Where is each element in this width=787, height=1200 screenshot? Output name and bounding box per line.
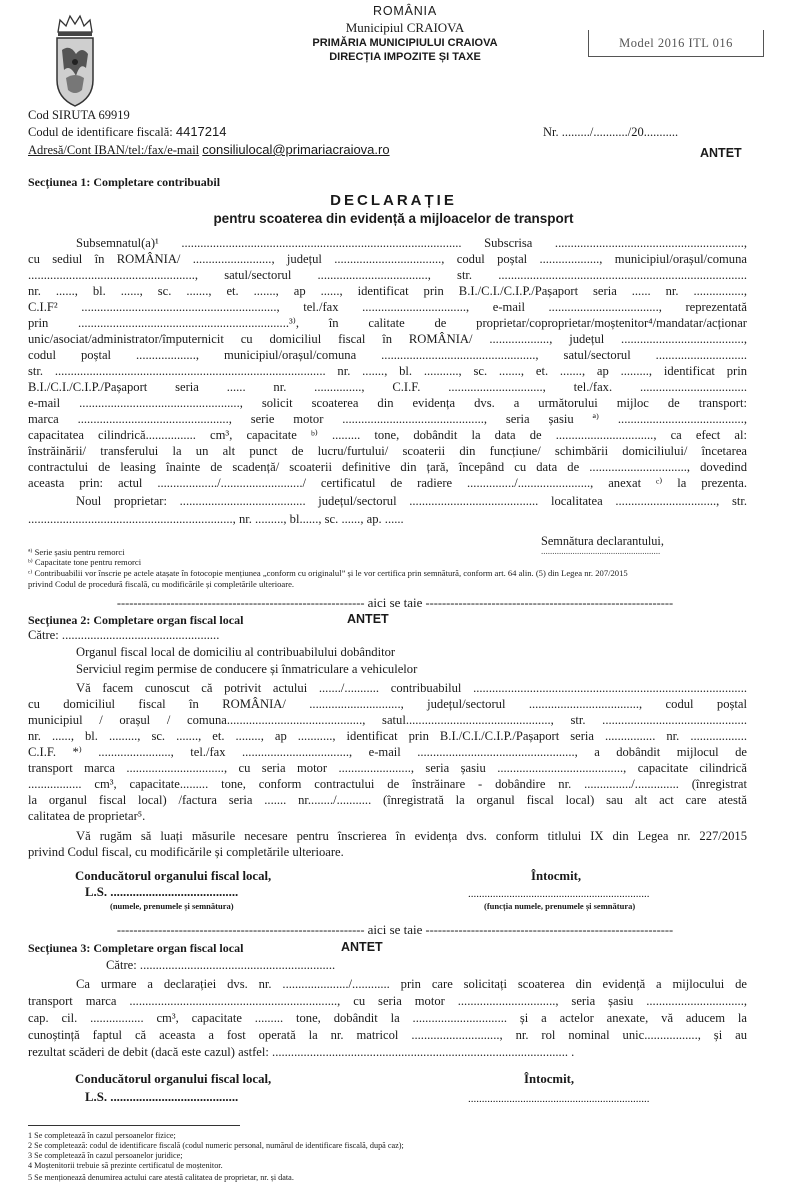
s1-line: ....................................................., satul/sectorul ..................................., str. ............................................................................... — [28, 268, 747, 282]
model-box: Model 2016 ITL 016 — [588, 30, 764, 57]
s1-line: e-mail ..................................................., solicit scoaterea din evidența dvs. a următorului mijloc de transport: — [28, 396, 747, 410]
cut-line: ------------------------------------------------------------ aici se taie ------------------------------------------------------------ — [116, 595, 674, 610]
s2-left-sign-note: (numele, prenumele și semnătura) — [110, 901, 234, 911]
header-department: DIRECȚIA IMPOZITE ȘI TAXE — [329, 51, 481, 63]
section1-heading: Secțiunea 1: Completare contribuabil — [28, 175, 221, 189]
footnote-line: 2 Se completează: codul de identificare fiscală (codul numeric personal, numărul de identificare fiscală, după caz); — [28, 1141, 404, 1150]
s3-line: cap. cil. ................. cm³, capacitate ......... tone, dobândit la .............................. și a actelor anexate, vă aducem la — [28, 1011, 747, 1025]
s2-left-sign-title: Conducătorul organului fiscal local, — [75, 869, 272, 883]
s3-line: rezultat scăderi de debit (dacă este cazul) astfel: .............................................................................................. . — [28, 1045, 575, 1059]
s2-line: ................. cm³, capacitate......... tone, conform contractului de înstrăinare - dobândire nr. .............../.............. (înregistrat — [28, 777, 747, 791]
s2-line: C.I.F. *⁾ ......................., tel./fax .................................., e-mail .................................................., a dobândit mijlocul de — [28, 745, 747, 759]
coat-of-arms-icon — [52, 10, 98, 108]
footnote-line: 4 Moștenitorii trebuie să prezinte certificatul de moștenitor. — [28, 1161, 223, 1170]
s2-line: nr. ......, bl. ........., sc. ......., et. ........, ap ..........., identificat prin B.I./C.I./C.I.P./Pașaport seria ................ nr. .................. — [28, 729, 747, 743]
s1-line: marca ................................................, serie motor ............................................., seria șasiu ª⁾ ........................................, — [28, 412, 747, 426]
s3-line: transport marca .................................................................., cu seria motor ..............................., seria șasiu ..............................., — [28, 994, 747, 1008]
s2-line: la organul fiscal local) /factura seria ....... nr......../........... (înregistrată la organul fiscal local) sau alt act care atestă — [28, 793, 747, 807]
s2-line: municipiul / orașul / comuna..........................................., satul.............................................., str. .............................................. — [28, 713, 747, 727]
section2-recipient: Serviciul regim permise de conducere și înmatriculare a vehiculelor — [76, 662, 418, 676]
footnote-line: 1 Se completează în cazul persoanelor fizice; — [28, 1131, 176, 1140]
section3-antet: ANTET — [341, 940, 383, 954]
cut-label: aici se taie — [367, 922, 423, 937]
s3-left-sign-title: Conducătorul organului fiscal local, — [75, 1072, 272, 1086]
header-antet: ANTET — [700, 146, 742, 160]
s2-line: transport marca ..............................., cu seria motor ......................., seria șasiu ........................................, capacitate cilindrică — [28, 761, 747, 775]
cut-label: aici se taie — [367, 595, 423, 610]
s1-line: aceasta prin: actul .................../........................../ certificatul de radiere .............../......................., anexat ᶜ⁾ la prezenta. — [28, 476, 747, 490]
declaration-subtitle: pentru scoaterea din evidență a mijloacelor de transport — [213, 211, 574, 226]
s1-line: contractului de leasing înainte de scadență/ scoaterii definitive din țară, începând cu data de ..............................., dovedind — [28, 460, 747, 474]
header-institution: PRIMĂRIA MUNICIPIULUI CRAIOVA — [312, 37, 498, 49]
s2-right-sign-note: (funcția numele, prenumele și semnătura) — [484, 901, 636, 911]
address-row — [28, 142, 390, 158]
cut-line: ------------------------------------------------------------ aici se taie ------------------------------------------------------------ — [116, 922, 674, 937]
section3-catre: Către: .............................................................. — [106, 958, 336, 972]
s2-line: cu domiciliul fiscal în ROMÂNIA/ ............................., județul/sectorul ..................................., codul poștal — [28, 697, 747, 711]
s2-line: calitatea de proprietar⁵. — [28, 809, 146, 823]
address-label: Adresă/Cont IBAN/tel:/fax/e-mail — [28, 143, 200, 157]
s3-right-sign-line: .................................................................. — [468, 1093, 650, 1105]
section3-heading: Secțiunea 3: Completare organ fiscal local — [28, 941, 244, 955]
note-line: ᵇ⁾ Capacitate tone pentru remorci — [28, 557, 142, 567]
s1-line: cu sediul în ROMÂNIA/ ........................., județul .................................., codul poștal ..................., municipiul/orașul/comuna — [28, 252, 747, 266]
siruta-code: Cod SIRUTA 69919 — [28, 108, 130, 122]
s1-line: str. ...................................................................................... nr. ......., bl. ..........., sc. ......., et. ......., ap ........., identificat prin — [28, 364, 747, 378]
s1-line: capacitatea cilindrică................ cm³, capacitate ᵇ⁾ ......... tone, dobândit la data de ..............................., ca efect al: — [28, 428, 747, 442]
s2-request-line: privind Codul fiscal, cu modificările și completările ulterioare. — [28, 845, 344, 859]
s1-line: B.I./C.I./C.I.P./Pașaport seria ...... nr. ..............., C.I.F. .............................., tel./fax. .................................. — [28, 380, 747, 394]
footnote-line: 5 Se menționează denumirea actului care atestă calitatea de proprietar, nr. și data. — [28, 1173, 294, 1182]
s3-line: cunoștință faptul că aceasta a fost operată la nr. matricol ............................, nr. rol nominal unic................., și au — [28, 1028, 747, 1042]
section2-antet: ANTET — [347, 612, 389, 626]
header-country: ROMÂNIA — [373, 4, 437, 18]
s1-line: nr. ......, bl. ......, sc. ......., et. ......., ap ......, identificat prin B.I./C.I./C.I.P./Pașaport seria ...... nr. ................, — [28, 284, 747, 298]
s2-right-sign-line: .................................................................. — [468, 888, 650, 900]
header-municipality: Municipiul CRAIOVA — [345, 20, 465, 35]
s2-request-line: Vă rugăm să luați măsurile necesare pentru înscrierea în evidența dvs. conform titlului IX din Legea nr. 227/2015 — [76, 829, 747, 843]
s3-right-sign-title: Întocmit, — [524, 1072, 575, 1086]
s2-line: Vă facem cunoscut că potrivit actului ......./........... contribuabilul ....................................................................................... — [76, 681, 747, 695]
declaration-title: DECLARAȚIE — [330, 192, 457, 209]
s1-line: înstrăinării/ transferului la un alt punct de lucru/furtului/ scoaterii din funcțiune/ schimbării domiciliului/ încetarea — [28, 444, 747, 458]
declarant-signature-label: Semnătura declarantului, — [541, 534, 664, 548]
s1-line: codul poștal ..................., municipiul/orașul/comuna ................................................., satul/sectorul ............................. — [28, 348, 747, 362]
note-line: ª⁾ Serie șasiu pentru remorci — [28, 547, 125, 557]
s2-left-sign-ls: L.S. ........................................ — [85, 885, 239, 899]
fiscal-code-label: Codul de identificare fiscală: — [28, 125, 173, 139]
s3-line: Ca urmare a declarației dvs. nr. ...................../............ prin care solicitați scoaterea din evidență a mijlocului de — [76, 977, 747, 991]
section2-heading: Secțiunea 2: Completare organ fiscal local — [28, 613, 244, 627]
s2-right-sign-title: Întocmit, — [531, 869, 582, 883]
declarant-signature-line: ..................................................... — [541, 546, 661, 556]
s1-line: Subsemnatul(a)¹ ......................................................................................... Subscrisa ............................................................, — [76, 236, 747, 250]
s1-line: Noul proprietar: ........................................ județul/sectorul ......................................... localitatea ................................, str. — [76, 494, 747, 508]
registration-number: Nr. ........./.........../20........... — [543, 125, 679, 139]
s1-line: unic/asociat/administrator/împuternicit cu domiciliul fiscal în ROMÂNIA/ ..................., județul ......................................., — [28, 332, 747, 346]
note-line: ᶜ⁾ Contribuabilii vor înscrie pe actele atașate în fotocopie mențiunea „conform cu originalul” și le vor certifica prin semnătură, conform art. 64 alin. (5) din Legea nr. 207/2015 — [28, 568, 628, 578]
fiscal-code-value: 4417214 — [175, 124, 227, 139]
s1-line: prin ...................................................................³⁾, în calitate de proprietar/coproprietar/moștenitor⁴/mandatar/acționar — [28, 316, 747, 330]
note-line: privind Codul de procedură fiscală, cu modificările și completările ulterioare. — [28, 579, 295, 589]
footnote-line: 3 Se completează în cazul persoanelor juridice; — [28, 1151, 183, 1160]
s3-left-sign-ls: L.S. ........................................ — [85, 1090, 239, 1104]
s1-line: C.I.F² .............................................................., tel./fax ................................., e-mail ..................................., reprezentată — [28, 300, 747, 314]
fiscal-code-row — [28, 124, 226, 140]
footnote-divider — [28, 1125, 240, 1126]
s1-line: ................................................................., nr. ........., bl......, sc. ......, ap. ...... — [28, 512, 404, 526]
section2-recipient: Organul fiscal local de domiciliu al contribuabilului dobânditor — [76, 645, 396, 659]
email-value: consiliulocal@primariacraiova.ro — [202, 142, 390, 157]
section2-catre: Către: .................................................. — [28, 628, 220, 642]
